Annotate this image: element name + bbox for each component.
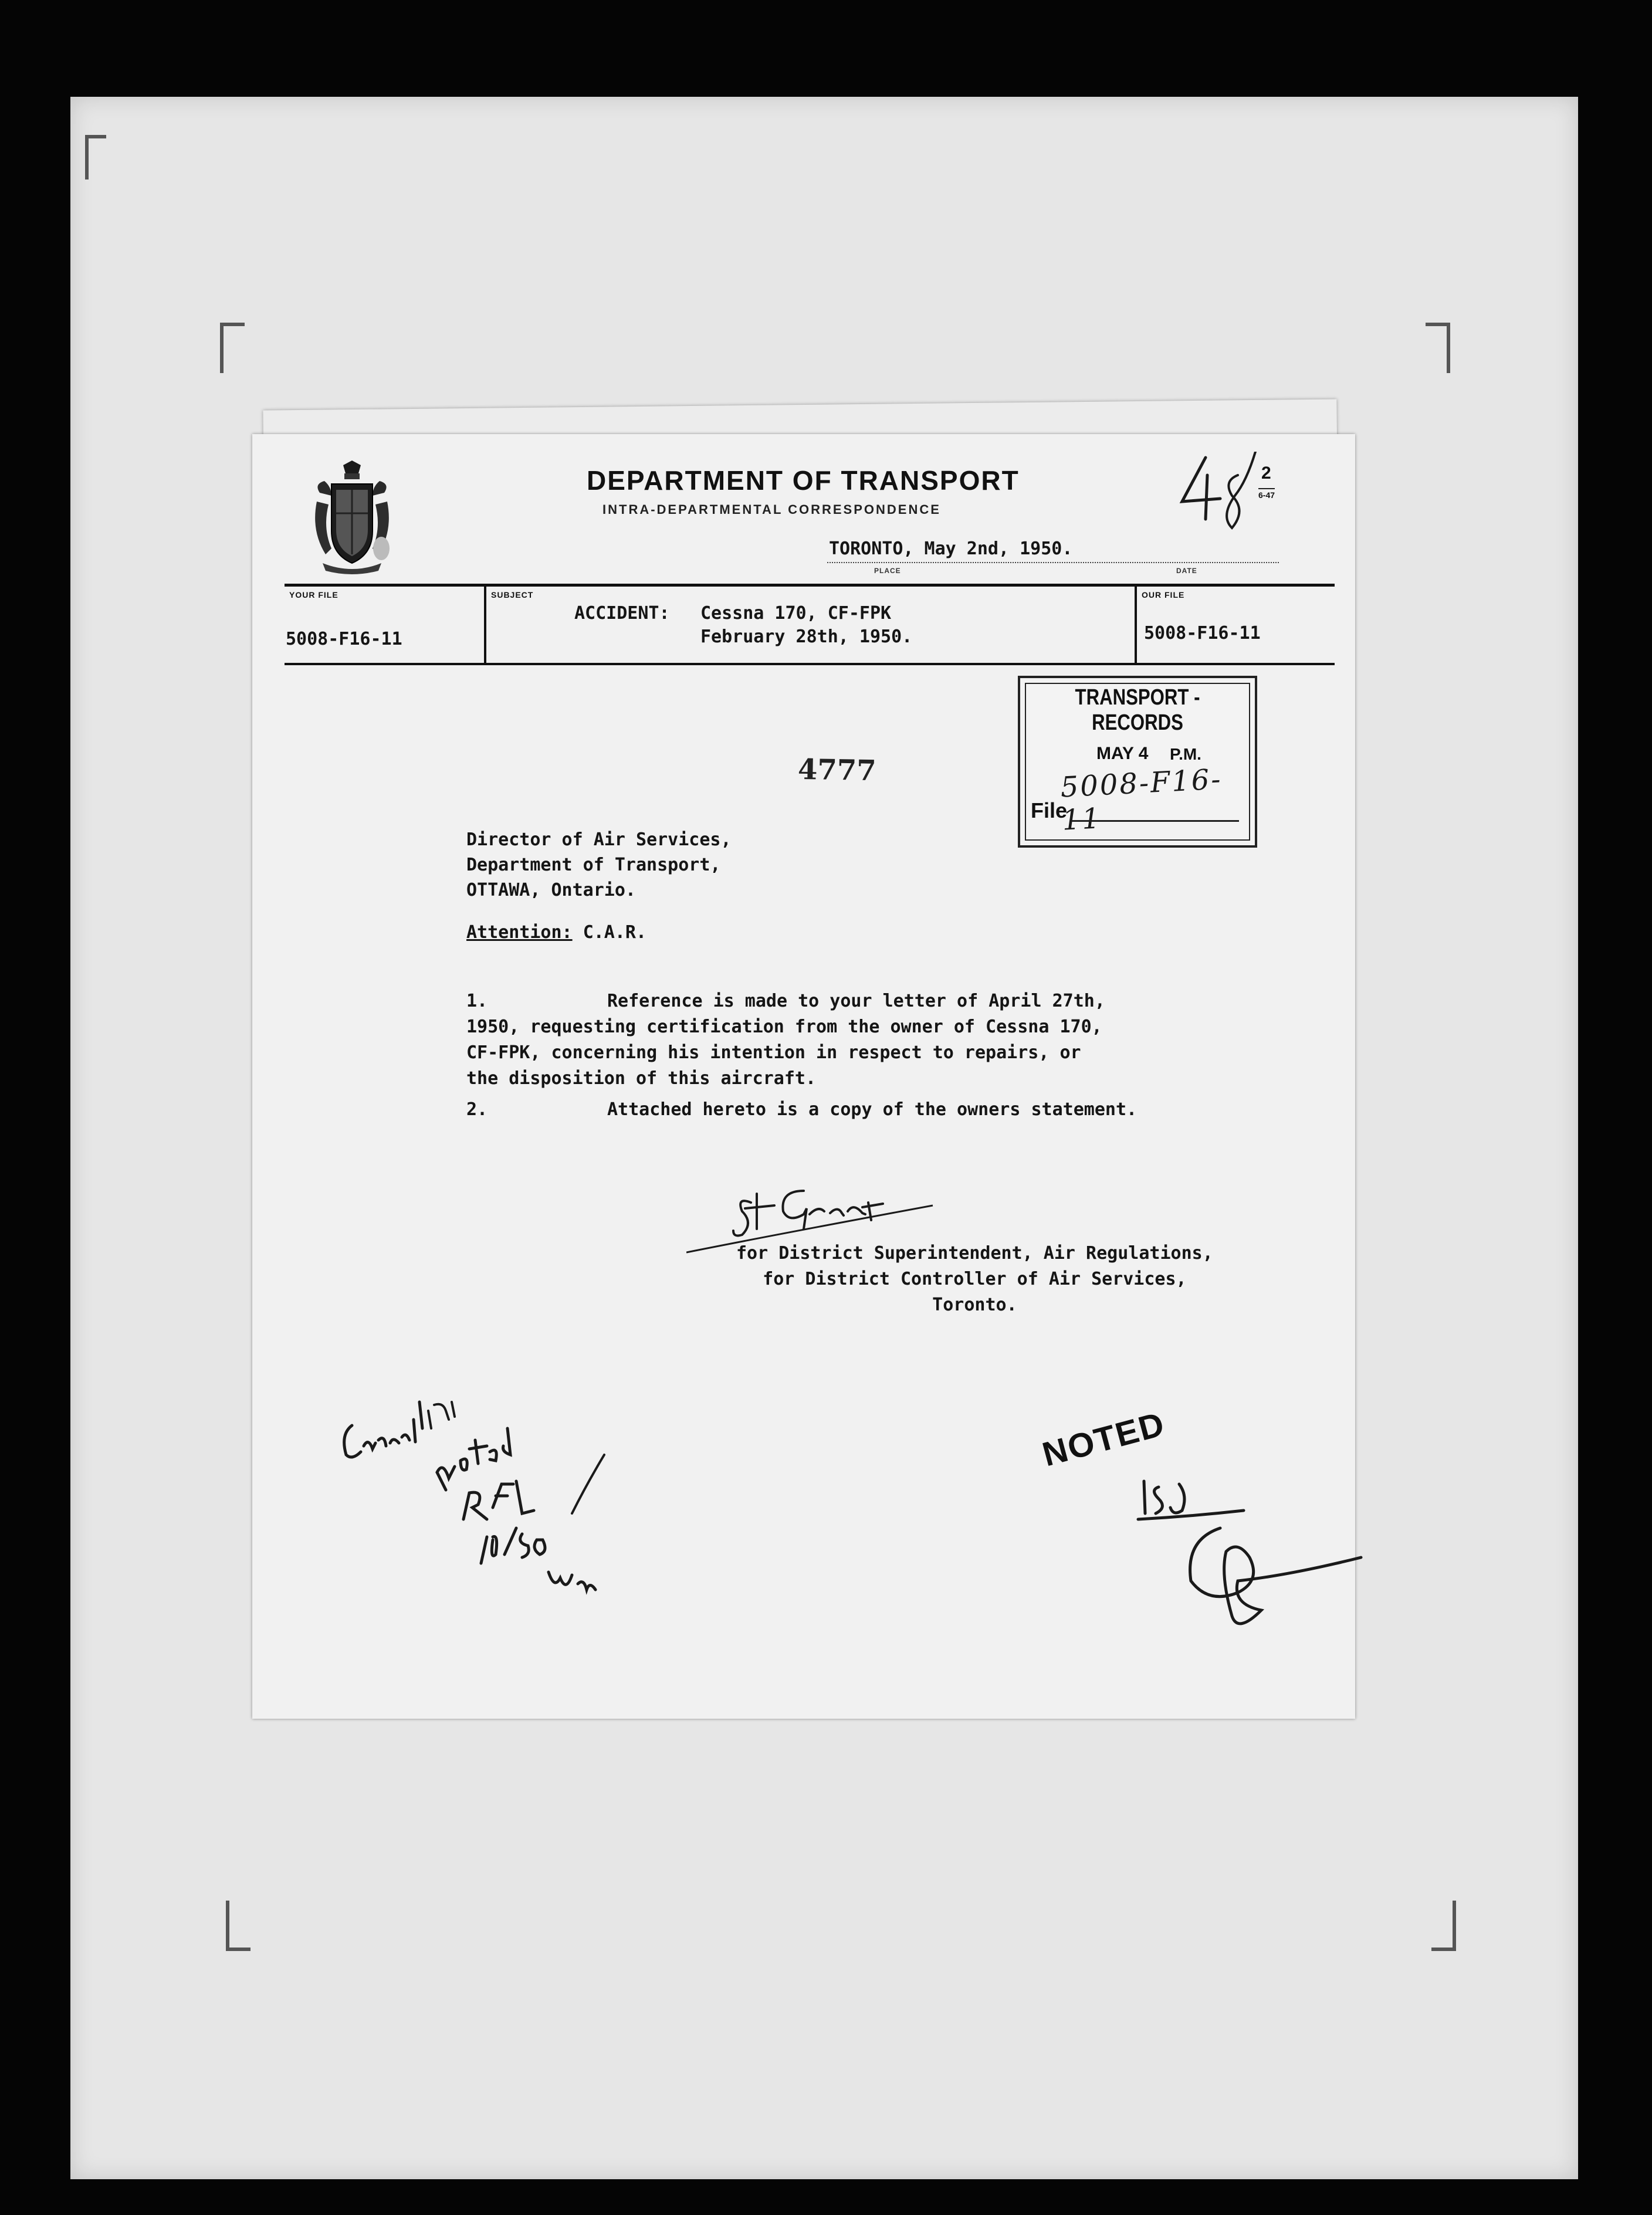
subject-label: SUBJECT: [491, 590, 534, 600]
place-date-rule: [827, 562, 1279, 563]
signature-line: for District Superintendent, Air Regulations,: [736, 1243, 1213, 1264]
paragraph-line: CF-FPK, concerning his intention in respect to repairs, or: [466, 1042, 1081, 1063]
attention-line: [466, 922, 646, 943]
coat-of-arms-icon: [308, 460, 396, 578]
paragraph-line: Attached hereto is a copy of the owners statement.: [607, 1099, 1138, 1120]
letter-page: [252, 434, 1355, 1719]
signature-line: for District Controller of Air Services,: [763, 1269, 1187, 1289]
your-file-label: YOUR FILE: [289, 590, 338, 600]
attention-label: Attention:: [466, 922, 573, 943]
crop-mark-top-right: [1426, 323, 1450, 373]
our-file-cell: [1137, 587, 1335, 663]
crop-mark-bottom-right: [1431, 1901, 1456, 1951]
reference-table: [285, 584, 1335, 665]
subject-cell: [484, 587, 1137, 663]
date-label: DATE: [1176, 567, 1197, 575]
registration-mark: [85, 135, 106, 179]
paragraph-2: [466, 1099, 1137, 1120]
subject-line-2: February 28th, 1950.: [700, 626, 913, 647]
paragraph-number: 1.: [466, 991, 488, 1011]
addressee-line: Director of Air Services,: [466, 829, 732, 850]
paragraph-line: Reference is made to your letter of April 27th,: [607, 991, 1105, 1011]
department-subtitle: INTRA-DEPARTMENTAL CORRESPONDENCE: [602, 502, 941, 517]
records-stamp-file-number: 5008-F16-11: [1059, 763, 1223, 837]
records-stamp-date: MAY 4: [1096, 744, 1149, 763]
paragraph-line: the disposition of this aircraft.: [466, 1068, 817, 1089]
handwritten-scribble: [1173, 1516, 1367, 1640]
signature-block: [736, 1241, 1213, 1318]
handwritten-initials: [1132, 1461, 1250, 1525]
paragraph-line: 1950, requesting certification from the owner of Cessna 170,: [466, 1017, 1102, 1037]
records-stamp: [1018, 676, 1257, 848]
paragraph-number: 2.: [466, 1099, 488, 1120]
noted-stamp: NOTED: [1038, 1404, 1169, 1474]
records-stamp-title: TRANSPORT - RECORDS: [1075, 685, 1200, 735]
place-date: TORONTO, May 2nd, 1950.: [829, 538, 1073, 559]
handwritten-page-number: [1173, 452, 1261, 540]
your-file-cell: [285, 587, 481, 663]
form-number: [1173, 463, 1302, 551]
your-file-value: 5008-F16-11: [286, 629, 402, 649]
paragraph-1: [466, 988, 1105, 1092]
addressee-line: Department of Transport,: [466, 855, 721, 875]
addressee: [466, 827, 732, 903]
crop-mark-bottom-left: [226, 1901, 250, 1951]
our-file-label: OUR FILE: [1142, 590, 1185, 600]
subject-line-1: Cessna 170, CF-FPK: [700, 603, 892, 624]
addressee-line: OTTAWA, Ontario.: [466, 880, 636, 900]
crop-mark-top-left: [220, 323, 245, 373]
attention-value: C.A.R.: [583, 922, 647, 943]
place-label: PLACE: [874, 567, 901, 575]
records-stamp-time: P.M.: [1170, 745, 1201, 763]
records-stamp-file-rule: [1072, 820, 1239, 822]
form-page-number: 2: [1261, 463, 1271, 483]
department-title: DEPARTMENT OF TRANSPORT: [587, 465, 1020, 496]
form-revision: 6-47: [1258, 488, 1275, 500]
handwritten-noted-note: [428, 1420, 610, 1642]
registry-number: 4777: [797, 753, 877, 788]
records-stamp-file-label: File: [1031, 798, 1068, 822]
signature-line: Toronto.: [932, 1295, 1017, 1315]
our-file-value: 5008-F16-11: [1144, 623, 1261, 643]
subject-prefix: ACCIDENT:: [574, 603, 670, 624]
